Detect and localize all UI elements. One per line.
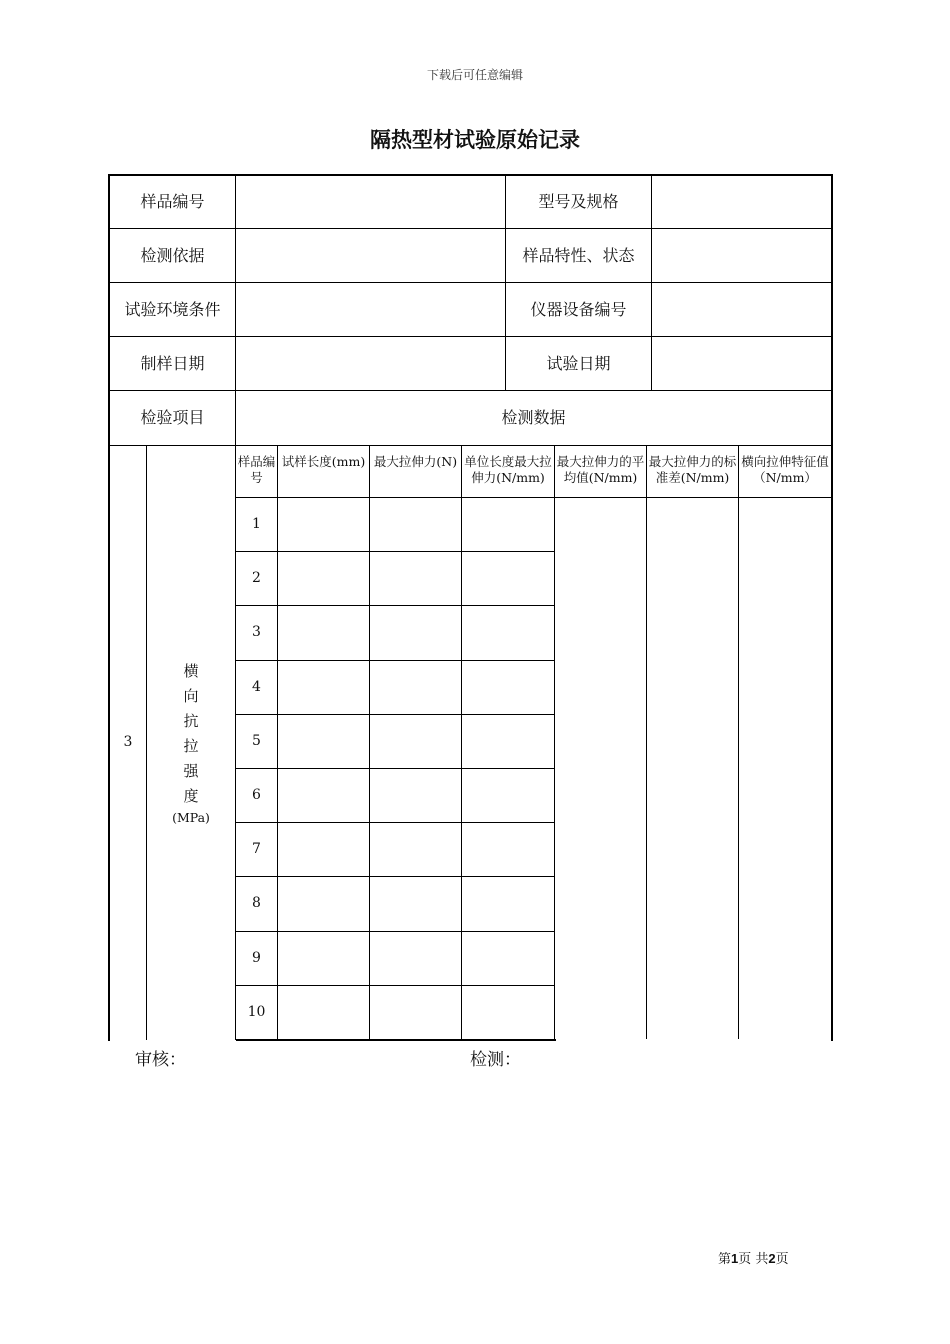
info-label-right: 型号及规格 xyxy=(506,176,652,229)
unit-max-force-cell[interactable] xyxy=(462,932,555,986)
sample-length-cell[interactable] xyxy=(278,769,370,823)
sample-length-cell[interactable] xyxy=(278,552,370,606)
unit-max-force-cell[interactable] xyxy=(462,606,555,661)
max-force-cell[interactable] xyxy=(370,606,462,661)
sample-number: 4 xyxy=(236,661,278,715)
test-name-char: 横 xyxy=(183,662,199,680)
max-force-cell[interactable] xyxy=(370,932,462,986)
page-title: 隔热型材试验原始记录 xyxy=(370,128,580,152)
unit-max-force-cell[interactable] xyxy=(462,986,555,1040)
table-border-top xyxy=(108,174,833,176)
unit-max-force-cell[interactable] xyxy=(462,769,555,823)
info-value-left[interactable] xyxy=(236,176,506,229)
sample-length-cell[interactable] xyxy=(278,823,370,877)
info-value-left[interactable] xyxy=(236,229,506,283)
column-header: 最大拉伸力(N) xyxy=(370,446,462,498)
unit-max-force-cell[interactable] xyxy=(462,552,555,606)
column-header: 横向拉伸特征值（N/mm） xyxy=(739,446,831,498)
sample-length-cell[interactable] xyxy=(278,498,370,552)
table-border-bottom xyxy=(236,1039,556,1041)
column-header: 最大拉伸力的标准差(N/mm) xyxy=(647,446,739,498)
std-dev-result-cell[interactable] xyxy=(647,498,739,1039)
sample-length-cell[interactable] xyxy=(278,877,370,932)
column-header: 最大拉伸力的平均值(N/mm) xyxy=(555,446,647,498)
sample-length-cell[interactable] xyxy=(278,715,370,769)
info-label-right: 仪器设备编号 xyxy=(506,283,652,337)
top-note: 下载后可任意编辑 xyxy=(426,68,523,82)
test-name-char: 强 xyxy=(183,762,199,780)
sample-number: 5 xyxy=(236,715,278,769)
column-header: 样品编号 xyxy=(236,446,278,498)
info-label-right: 样品特性、状态 xyxy=(506,229,652,283)
table-border-right xyxy=(831,174,833,1041)
test-name xyxy=(147,446,236,1040)
sample-length-cell[interactable] xyxy=(278,661,370,715)
inspection-item-header: 检验项目 xyxy=(110,391,236,446)
sample-length-cell[interactable] xyxy=(278,932,370,986)
info-label-left: 检测依据 xyxy=(110,229,236,283)
page-current: 1 xyxy=(731,1251,739,1266)
review-label: 审核： xyxy=(135,1050,186,1070)
max-force-cell[interactable] xyxy=(370,661,462,715)
unit-max-force-cell[interactable] xyxy=(462,661,555,715)
table-border-left xyxy=(108,174,110,1041)
sample-number: 10 xyxy=(236,986,278,1040)
characteristic-value-cell[interactable] xyxy=(739,498,831,1039)
info-label-left: 试验环境条件 xyxy=(110,283,236,337)
info-value-right[interactable] xyxy=(652,337,831,391)
test-name-char: 向 xyxy=(183,687,199,705)
sample-number: 3 xyxy=(236,606,278,661)
sample-number: 6 xyxy=(236,769,278,823)
test-unit: (MPa) xyxy=(172,810,210,825)
info-value-left[interactable] xyxy=(236,283,506,337)
info-label-left: 样品编号 xyxy=(110,176,236,229)
test-index: 3 xyxy=(110,446,147,1040)
sample-number: 9 xyxy=(236,932,278,986)
sample-number: 7 xyxy=(236,823,278,877)
test-name-char: 度 xyxy=(183,787,199,805)
sample-number: 2 xyxy=(236,552,278,606)
column-header: 单位长度最大拉伸力(N/mm) xyxy=(462,446,555,498)
max-force-cell[interactable] xyxy=(370,498,462,552)
inspect-label: 检测： xyxy=(470,1050,521,1070)
info-value-right[interactable] xyxy=(652,176,831,229)
unit-max-force-cell[interactable] xyxy=(462,498,555,552)
info-value-left[interactable] xyxy=(236,337,506,391)
test-name-char: 抗 xyxy=(183,712,199,730)
sample-length-cell[interactable] xyxy=(278,606,370,661)
average-result-cell[interactable] xyxy=(555,498,647,1039)
max-force-cell[interactable] xyxy=(370,877,462,932)
sample-number: 1 xyxy=(236,498,278,552)
column-header: 试样长度(mm) xyxy=(278,446,370,498)
info-value-right[interactable] xyxy=(652,229,831,283)
page-suffix: 页 xyxy=(775,1252,789,1267)
page-total: 2 xyxy=(768,1251,776,1266)
info-label-left: 制样日期 xyxy=(110,337,236,391)
sample-length-cell[interactable] xyxy=(278,986,370,1040)
page-middle: 页 共 xyxy=(738,1252,769,1267)
page-number xyxy=(718,1248,789,1267)
max-force-cell[interactable] xyxy=(370,552,462,606)
unit-max-force-cell[interactable] xyxy=(462,823,555,877)
unit-max-force-cell[interactable] xyxy=(462,715,555,769)
sample-number: 8 xyxy=(236,877,278,932)
info-value-right[interactable] xyxy=(652,283,831,337)
test-data-header: 检测数据 xyxy=(236,391,831,446)
page-prefix: 第 xyxy=(718,1252,732,1267)
max-force-cell[interactable] xyxy=(370,823,462,877)
max-force-cell[interactable] xyxy=(370,769,462,823)
test-name-char: 拉 xyxy=(183,737,199,755)
info-label-right: 试验日期 xyxy=(506,337,652,391)
max-force-cell[interactable] xyxy=(370,986,462,1040)
unit-max-force-cell[interactable] xyxy=(462,877,555,932)
max-force-cell[interactable] xyxy=(370,715,462,769)
